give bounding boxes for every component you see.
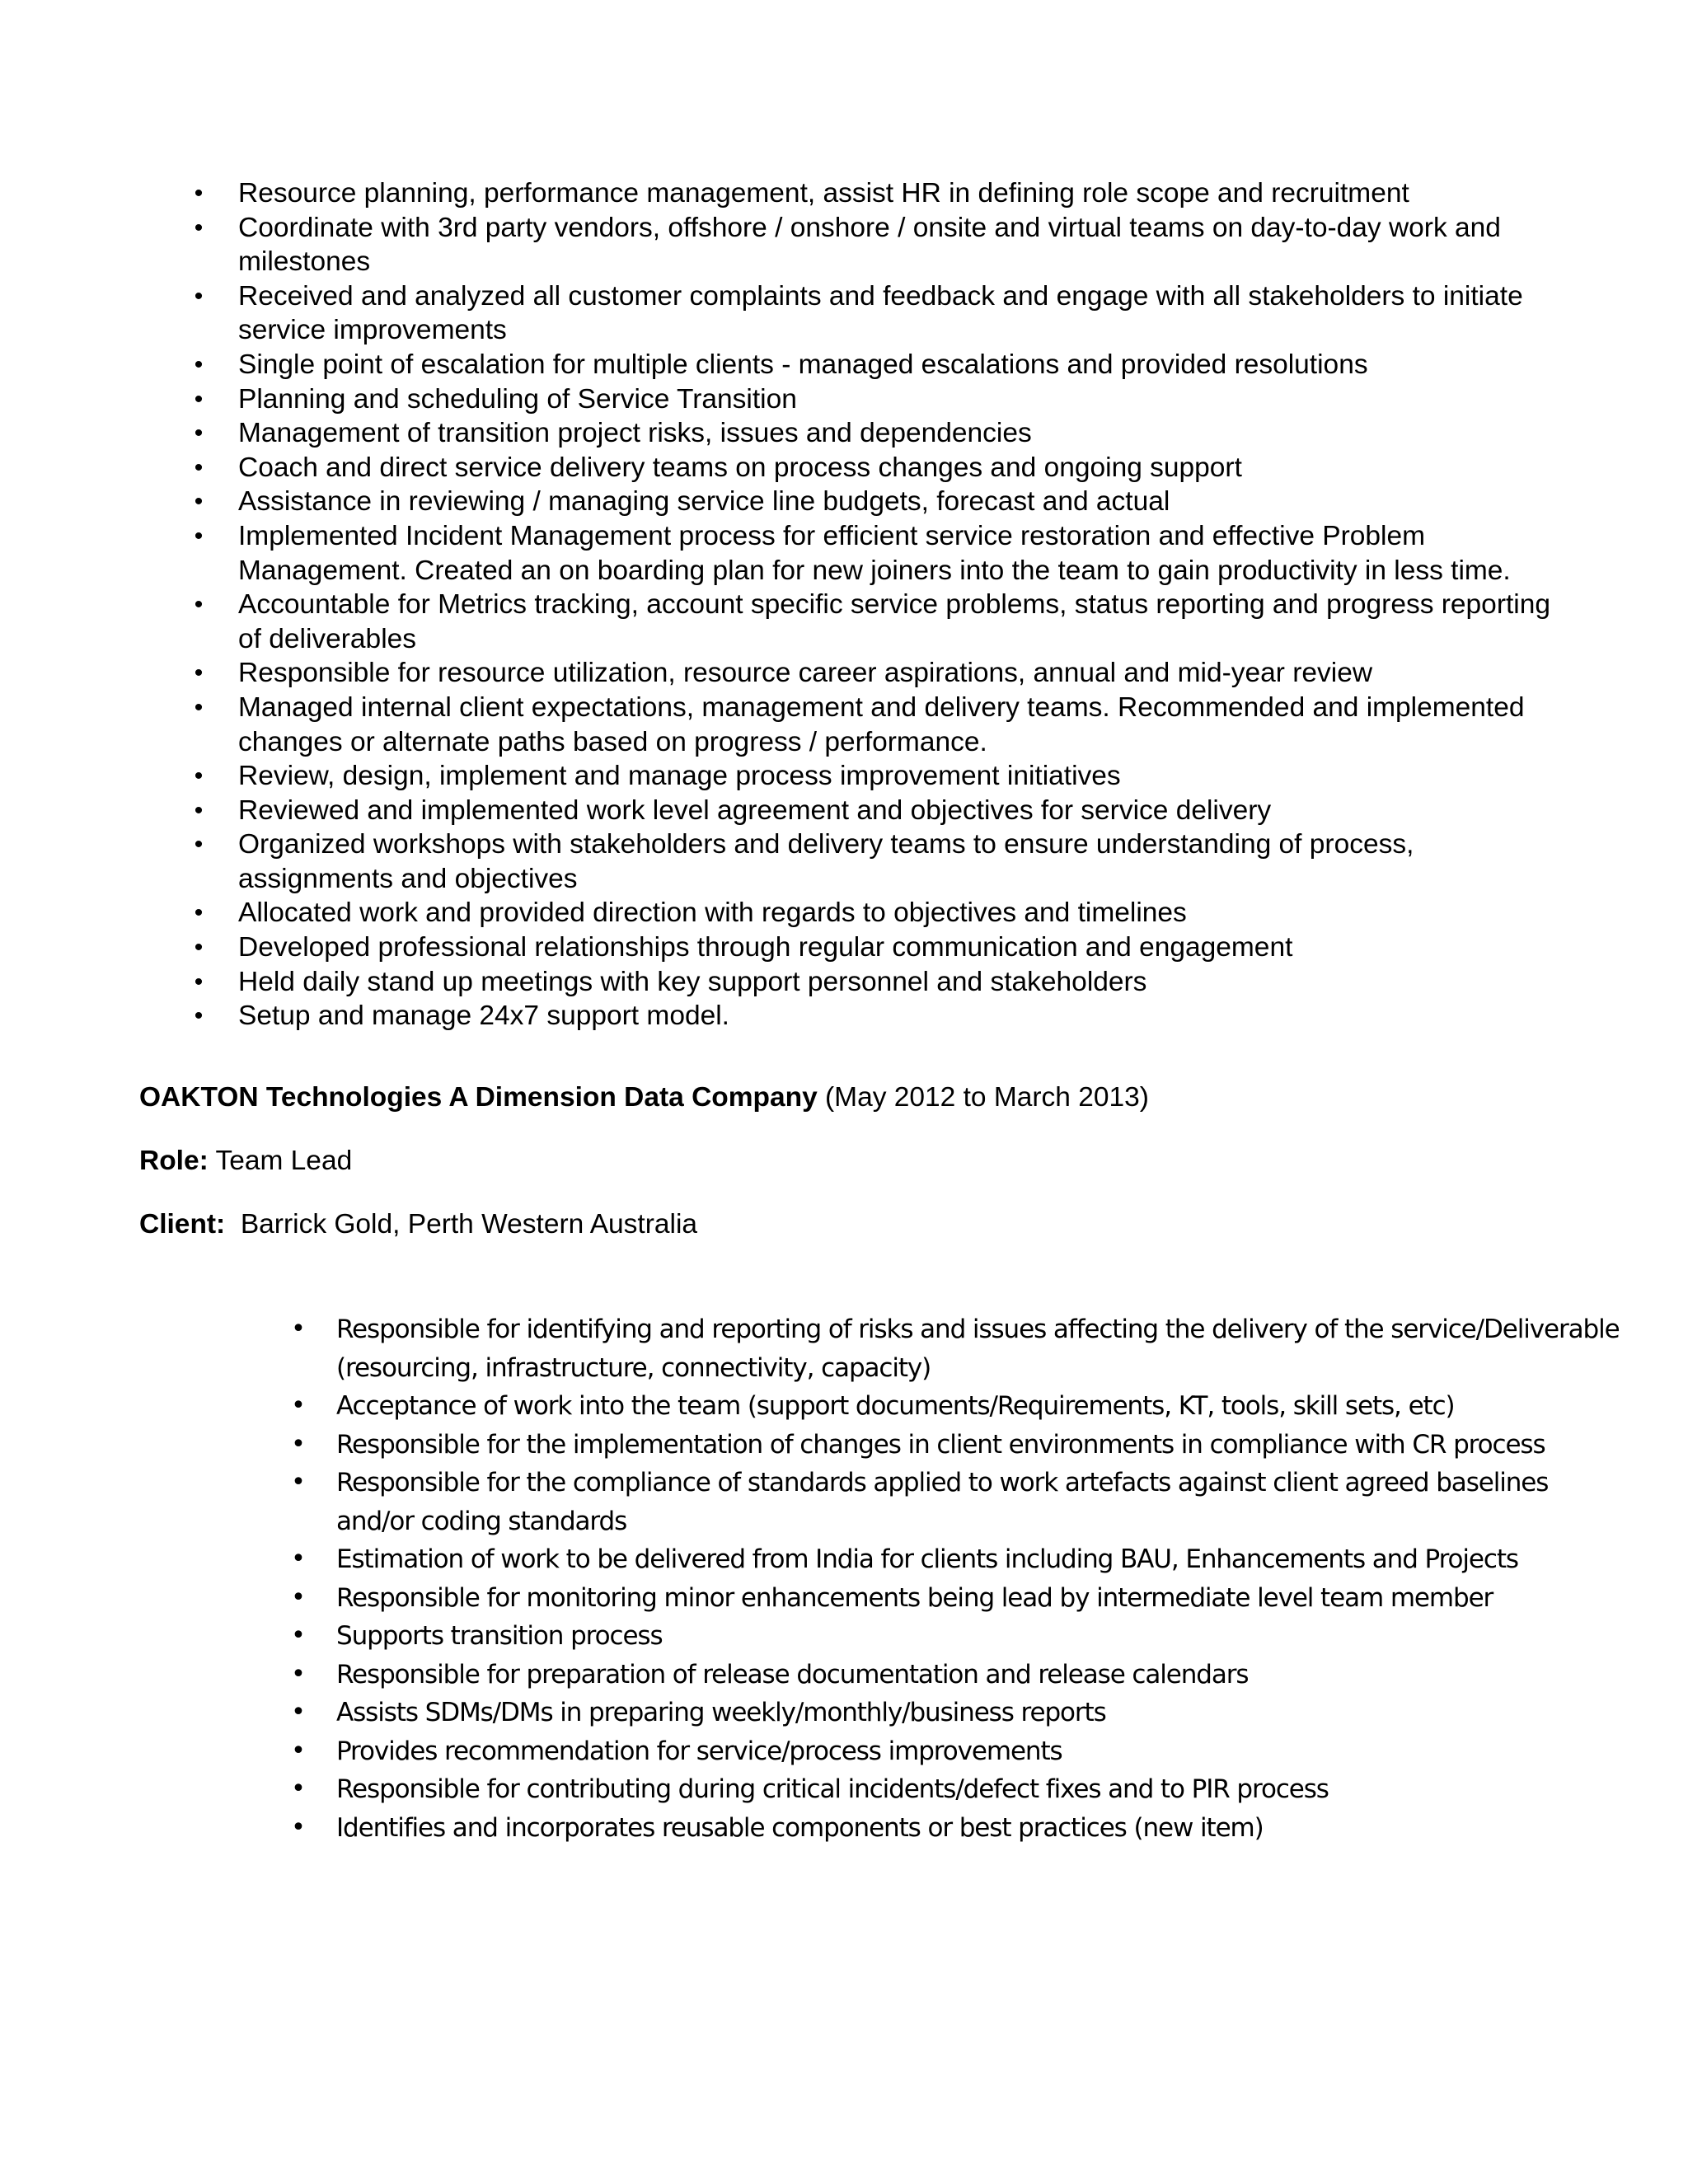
list-item-text: Estimation of work to be delivered from India for clients including BAU, Enhancements and Projects — [336, 1544, 1518, 1574]
list-item-text: Implemented Incident Management process for efficient service restoration and effective Problem Management. Created an on boarding plan for new joiners into the team to gain productivity in less time. — [238, 520, 1511, 586]
list-item — [186, 691, 1554, 759]
role-line — [139, 1144, 352, 1179]
list-item — [186, 519, 1554, 588]
bullet-icon: • — [291, 1812, 306, 1842]
bullet-icon: • — [291, 1315, 306, 1343]
bullet-icon: • — [194, 591, 204, 619]
list-item — [186, 827, 1554, 896]
bullet-icon: • — [194, 522, 204, 550]
list-item-text: Allocated work and provided direction with regards to objectives and timelines — [238, 898, 1187, 929]
list-item — [286, 1770, 1621, 1809]
list-item-text: Provides recommendation for service/process improvements — [336, 1736, 1062, 1766]
list-item — [186, 930, 1554, 965]
bullet-icon: • — [291, 1429, 306, 1459]
list-item-text: Identifies and incorporates reusable components or best practices (new item) — [336, 1812, 1264, 1843]
role-value: Team Lead — [208, 1146, 353, 1176]
client-line — [139, 1207, 697, 1242]
list-item — [186, 279, 1554, 348]
list-item — [286, 1540, 1621, 1579]
list-item-text: Planning and scheduling of Service Transition — [238, 383, 797, 415]
bullet-icon: • — [194, 282, 204, 310]
list-item-text: Setup and manage 24x7 support model. — [238, 1001, 729, 1032]
list-item — [186, 965, 1554, 1000]
list-item-text: Management of transition project risks, issues and dependencies — [238, 418, 1032, 449]
list-item-text: Assists SDMs/DMs in preparing weekly/monthly/business reports — [336, 1698, 1106, 1727]
list-item-text: Coach and direct service delivery teams on process changes and ongoing support — [238, 452, 1242, 483]
list-item — [286, 1809, 1621, 1848]
list-item — [186, 451, 1554, 485]
list-item — [286, 1617, 1621, 1656]
list-item — [186, 348, 1554, 382]
list-item-text: Coordinate with 3rd party vendors, offshore / onshore / onsite and virtual teams on day-to-day work and milestones — [238, 212, 1501, 278]
bullet-icon: • — [194, 796, 204, 824]
list-item — [186, 588, 1554, 656]
bullet-icon: • — [291, 1582, 306, 1612]
list-item — [286, 1694, 1621, 1732]
list-item — [286, 1579, 1621, 1618]
bullet-icon: • — [194, 488, 204, 516]
bullet-icon: • — [291, 1544, 306, 1573]
list-item-text: Supports transition process — [336, 1621, 663, 1651]
list-item — [186, 999, 1554, 1033]
bullet-icon: • — [194, 385, 204, 413]
list-item — [186, 656, 1554, 691]
bullet-icon: • — [194, 659, 204, 687]
list-item — [186, 896, 1554, 930]
list-item-text: Organized workshops with stakeholders and delivery teams to ensure understanding of process, assignments and objectives — [238, 829, 1414, 894]
bullet-icon: • — [291, 1391, 306, 1420]
bullet-icon: • — [194, 693, 204, 721]
list-item — [186, 176, 1554, 211]
list-item-text: Developed professional relationships through regular communication and engagement — [238, 932, 1293, 963]
list-item-text: Responsible for resource utilization, resource career aspirations, annual and mid-year review — [238, 658, 1373, 689]
employment-period: (May 2012 to March 2013) — [817, 1082, 1149, 1113]
bullet-icon: • — [291, 1659, 306, 1689]
list-item — [286, 1426, 1621, 1465]
list-item-text: Responsible for the compliance of standards applied to work artefacts against client agreed baselines and/or coding standards — [336, 1468, 1549, 1536]
bullet-icon: • — [194, 350, 204, 378]
list-item — [286, 1310, 1621, 1387]
bullet-icon: • — [194, 831, 204, 859]
list-item-text: Reviewed and implemented work level agreement and objectives for service delivery — [238, 794, 1272, 826]
bullet-icon: • — [194, 419, 204, 448]
list-item — [186, 416, 1554, 451]
employer-heading — [139, 1080, 1149, 1115]
list-item — [286, 1464, 1621, 1540]
client-value: Barrick Gold, Perth Western Australia — [225, 1209, 698, 1240]
bullet-icon: • — [194, 180, 204, 207]
list-item — [286, 1656, 1621, 1694]
responsibilities-list-2 — [286, 1310, 1621, 1847]
list-item-text: Received and analyzed all customer complaints and feedback and engage with all stakeholders to initiate service improvements — [238, 280, 1523, 346]
list-item-text: Held daily stand up meetings with key support personnel and stakeholders — [238, 966, 1147, 997]
list-item-text: Resource planning, performance management, assist HR in defining role scope and recruitment — [238, 178, 1409, 209]
bullet-icon: • — [291, 1468, 306, 1497]
list-item-text: Assistance in reviewing / managing service line budgets, forecast and actual — [238, 486, 1170, 518]
list-item-text: Responsible for monitoring minor enhancements being lead by intermediate level team member — [336, 1582, 1493, 1613]
responsibilities-list-1 — [186, 176, 1554, 1033]
list-item-text: Responsible for contributing during critical incidents/defect fixes and to PIR process — [336, 1774, 1329, 1804]
client-label: Client: — [139, 1209, 226, 1240]
list-item-text: Single point of escalation for multiple clients - managed escalations and provided resolutions — [238, 349, 1368, 380]
list-item-text: Accountable for Metrics tracking, account specific service problems, status reporting and progress reporting of deliverables — [238, 589, 1550, 654]
list-item-text: Responsible for identifying and reporting of risks and issues affecting the delivery of the service/Deliverable (resourcing, infrastructure, connectivity, capacity) — [336, 1315, 1620, 1383]
list-item-text: Managed internal client expectations, management and delivery teams. Recommended and implemented changes or alternate paths based on progress / performance. — [238, 691, 1525, 757]
bullet-icon: • — [194, 899, 204, 927]
list-item — [286, 1732, 1621, 1771]
list-item — [186, 794, 1554, 828]
bullet-icon: • — [291, 1774, 306, 1803]
list-item-text: Responsible for the implementation of changes in client environments in compliance with CR process — [336, 1429, 1545, 1460]
bullet-icon: • — [291, 1698, 306, 1727]
list-item — [186, 382, 1554, 417]
list-item — [186, 485, 1554, 519]
list-item-text: Responsible for preparation of release documentation and release calendars — [336, 1659, 1249, 1690]
list-item — [286, 1387, 1621, 1426]
bullet-icon: • — [194, 453, 204, 481]
bullet-icon: • — [291, 1621, 306, 1650]
company-name: OAKTON Technologies A Dimension Data Company — [139, 1082, 818, 1113]
bullet-icon: • — [194, 762, 204, 790]
bullet-icon: • — [194, 968, 204, 996]
list-item-text: Acceptance of work into the team (support documents/Requirements, KT, tools, skill sets, etc) — [336, 1391, 1455, 1421]
role-label: Role: — [139, 1146, 209, 1176]
list-item — [186, 211, 1554, 279]
bullet-icon: • — [291, 1736, 306, 1765]
list-item-text: Review, design, implement and manage process improvement initiatives — [238, 761, 1121, 792]
bullet-icon: • — [194, 1002, 204, 1030]
bullet-icon: • — [194, 213, 204, 241]
bullet-icon: • — [194, 934, 204, 962]
list-item — [186, 759, 1554, 794]
